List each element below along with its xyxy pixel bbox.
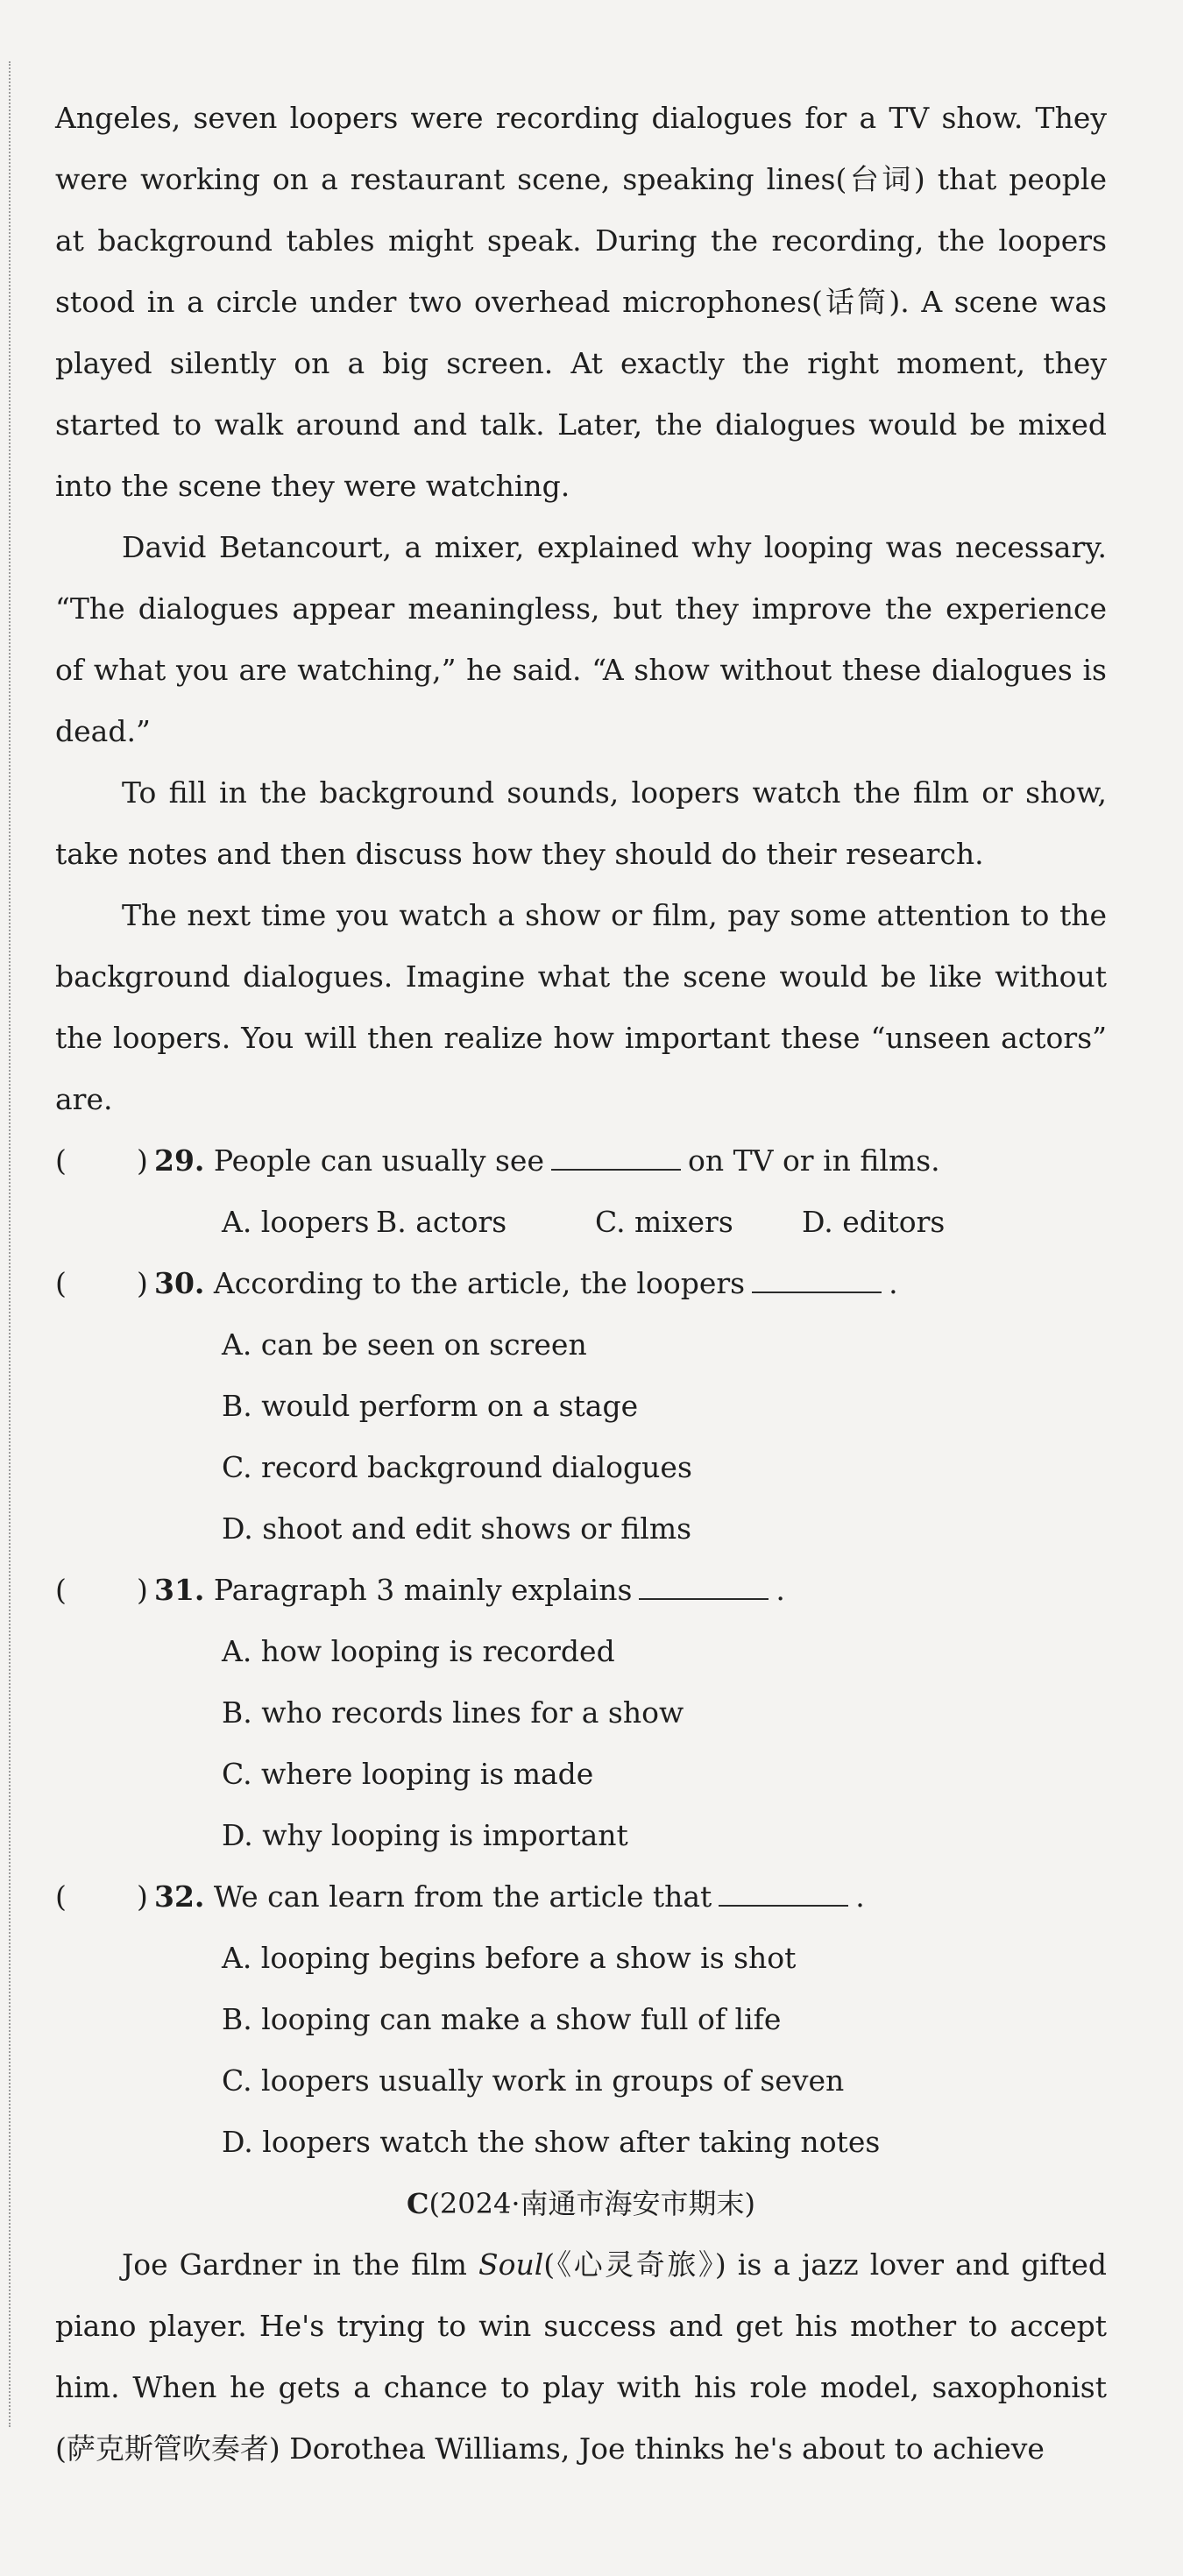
stem-text: People can usually see (213, 1143, 544, 1178)
passage-b-paragraph-2: David Betancourt, a mixer, explained why looping was necessary. “The dialogues appear meaningless, but they improve the experience of what you are watching,” he said. “A show without these dialogues is dead.” (55, 530, 1107, 748)
section-c-heading (55, 2173, 1107, 2234)
question-stem (154, 1866, 865, 1928)
question-number: 31. (154, 1573, 205, 1607)
option-b[interactable]: B. who records lines for a show (222, 1695, 684, 1730)
question-stem (154, 1560, 785, 1621)
section-letter: C (406, 2187, 429, 2220)
question-number: 30. (154, 1266, 205, 1300)
answer-paren-open: ( (55, 1143, 67, 1178)
answer-paren-close: ) (137, 1266, 148, 1300)
stem-text-end: . (889, 1266, 898, 1300)
page-content (55, 88, 1107, 2480)
answer-paren-close: ) (137, 1573, 148, 1607)
option-c[interactable]: C. loopers usually work in groups of seven (222, 2063, 845, 2098)
answer-blank[interactable] (639, 1572, 769, 1600)
answer-paren-open: ( (55, 1573, 67, 1607)
question-29 (55, 1130, 1107, 1192)
option-d[interactable]: D. editors (802, 1205, 946, 1239)
question-32 (55, 1866, 1107, 1928)
option-a[interactable]: A. looping begins before a show is shot (222, 1941, 797, 1975)
answer-blank[interactable] (551, 1143, 681, 1171)
option-c[interactable]: C. mixers (595, 1205, 733, 1239)
binding-margin-rule (9, 61, 11, 2427)
answer-blank[interactable] (719, 1879, 848, 1907)
question-number: 32. (154, 1879, 205, 1914)
stem-text-end: . (855, 1879, 865, 1914)
option-b[interactable]: B. actors (376, 1205, 507, 1239)
option-a[interactable]: A. loopers (222, 1205, 370, 1239)
option-b[interactable]: B. would perform on a stage (222, 1389, 639, 1423)
question-31 (55, 1560, 1107, 1621)
answer-paren-close: ) (137, 1879, 148, 1914)
option-d[interactable]: D. shoot and edit shows or films (222, 1511, 692, 1546)
option-a[interactable]: A. can be seen on screen (222, 1327, 587, 1362)
answer-paren-open: ( (55, 1266, 67, 1300)
film-title: Soul (478, 2247, 544, 2282)
passage-c-text-start: Joe Gardner in the film (122, 2247, 478, 2282)
question-30 (55, 1253, 1107, 1314)
option-d[interactable]: D. loopers watch the show after taking notes (222, 2125, 881, 2159)
question-stem (154, 1253, 898, 1314)
answer-blank[interactable] (752, 1265, 882, 1293)
answer-paren-close: ) (137, 1143, 148, 1178)
stem-text-end: . (776, 1573, 785, 1607)
passage-c-paragraph-1 (55, 2234, 1107, 2480)
question-stem (154, 1130, 940, 1192)
option-a[interactable]: A. how looping is recorded (222, 1634, 615, 1668)
question-number: 29. (154, 1143, 205, 1178)
passage-b-paragraph-4: The next time you watch a show or film, pay some attention to the background dialogues. Imagine what the scene would be like without the loopers. You will then realize how important these “unseen actors” are. (55, 898, 1107, 1116)
option-b[interactable]: B. looping can make a show full of life (222, 2002, 782, 2036)
stem-text-end: on TV or in films. (688, 1143, 940, 1178)
passage-c-text-rest: (《心灵奇旅》) is a jazz lover and gifted piano player. He's trying to win success and get his mother to accept him. When he gets a chance to play with his role model, saxophonist (萨克斯管吹奏者) Dorothea Williams, Joe thinks he's about to achieve (55, 2247, 1107, 2466)
option-c[interactable]: C. where looping is made (222, 1757, 594, 1791)
option-c[interactable]: C. record background dialogues (222, 1450, 692, 1484)
option-row (55, 1192, 1107, 1253)
stem-text: According to the article, the loopers (213, 1266, 746, 1300)
answer-paren-open: ( (55, 1879, 67, 1914)
passage-b-paragraph-3: To fill in the background sounds, loopers watch the film or show, take notes and then discuss how they should do their research. (55, 775, 1107, 871)
passage-b-paragraph-1: Angeles, seven loopers were recording dialogues for a TV show. They were working on a restaurant scene, speaking lines(台词) that people at background tables might speak. During the recording, the loopers stood in a circle under two overhead microphones(话筒). A scene was played silently on a big screen. At exactly the right moment, they started to walk around and talk. Later, the dialogues would be mixed into the scene they were watching. (55, 101, 1107, 503)
stem-text: Paragraph 3 mainly explains (213, 1573, 633, 1607)
option-d[interactable]: D. why looping is important (222, 1818, 628, 1852)
section-source: (2024·南通市海安市期末) (429, 2187, 756, 2220)
stem-text: We can learn from the article that (213, 1879, 712, 1914)
